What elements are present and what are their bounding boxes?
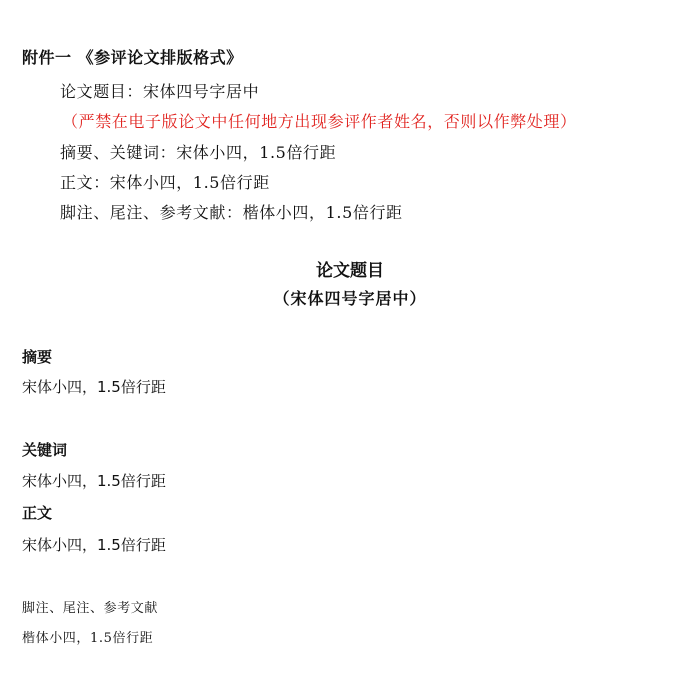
abstract-body: 宋体小四，1.5倍行距 <box>22 378 166 396</box>
body-heading: 正文 <box>22 504 53 522</box>
keywords-body: 宋体小四，1.5倍行距 <box>22 472 166 490</box>
rule-body: 正文：宋体小四，1.5倍行距 <box>60 173 270 192</box>
rule-abstract-keywords: 摘要、关键词：宋体小四，1.5倍行距 <box>60 143 337 162</box>
rule-warning: （严禁在电子版论文中任何地方出现参评作者姓名，否则以作弊处理） <box>62 112 577 131</box>
attachment-title: 附件一 《参评论文排版格式》 <box>22 48 243 67</box>
sample-title: 论文题目 <box>316 261 384 281</box>
keywords-heading: 关键词 <box>22 441 68 459</box>
body-text: 宋体小四，1.5倍行距 <box>22 536 166 554</box>
abstract-heading: 摘要 <box>22 348 53 366</box>
rule-notes: 脚注、尾注、参考文献：楷体小四，1.5倍行距 <box>60 203 403 222</box>
notes-body: 楷体小四，1.5倍行距 <box>22 631 154 646</box>
notes-heading: 脚注、尾注、参考文献 <box>22 601 159 616</box>
sample-title-note: （宋体四号字居中） <box>273 289 427 308</box>
rule-title: 论文题目：宋体四号字居中 <box>60 82 260 101</box>
